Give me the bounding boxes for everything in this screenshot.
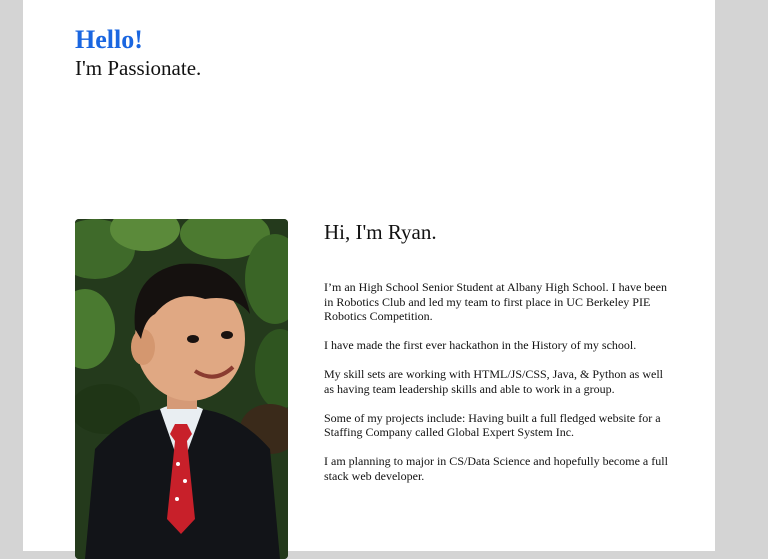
hero-tagline: I'm Passionate. [75, 56, 202, 80]
about-paragraph: My skill sets are working with HTML/JS/CSS, Java, & Python as well as having team leadership skills and able to work in a group. [324, 367, 663, 396]
hero-greeting: Hello! [75, 25, 143, 54]
about-paragraph: I have made the first ever hackathon in the History of my school. [324, 338, 637, 352]
about-paragraph: Some of my projects include: Having built a full fledged website for a Staffing Company called Global Expert System Inc. [324, 410, 661, 439]
about-body [324, 280, 668, 498]
about-title: Hi, I'm Ryan. [324, 220, 437, 244]
page-content [23, 0, 715, 551]
about-paragraph: I’m an High School Senior Student at Albany High School. I have been in Robotics Club and led my team to first place in UC Berkeley PIE Robotics Competition. [324, 280, 667, 323]
profile-photo [75, 219, 288, 559]
about-paragraph: I am planning to major in CS/Data Science and hopefully become a full stack web developer. [324, 454, 668, 483]
